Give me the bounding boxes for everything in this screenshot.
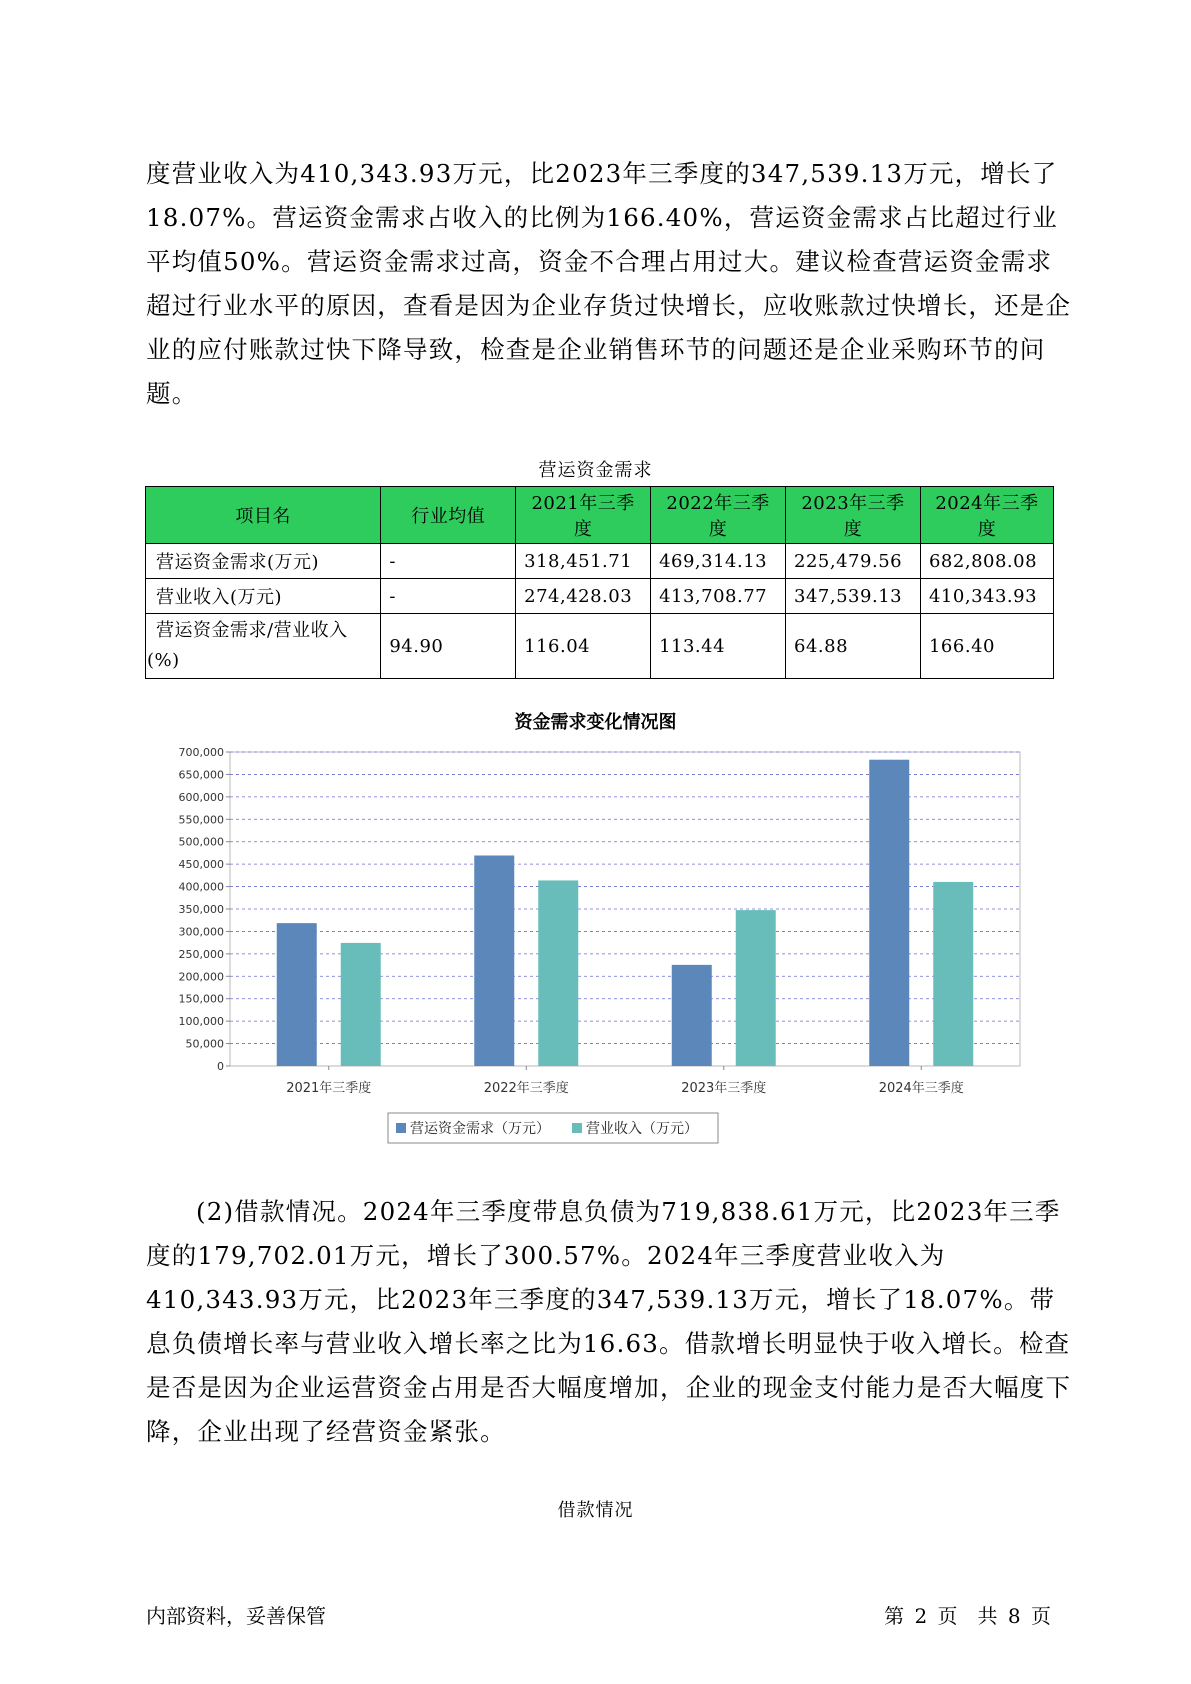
table-cell: 营运资金需求(万元) bbox=[146, 544, 381, 579]
table-cell: 116.04 bbox=[516, 614, 651, 679]
table-row bbox=[146, 579, 1054, 614]
table-cell: - bbox=[381, 579, 516, 614]
table-cell: 64.88 bbox=[786, 614, 921, 679]
legend-swatch bbox=[396, 1123, 406, 1133]
y-tick-label: 300,000 bbox=[178, 925, 224, 939]
legend-label: 营运资金需求（万元） bbox=[410, 1121, 550, 1137]
table-cell: 682,808.08 bbox=[920, 544, 1053, 579]
table-cell: 225,479.56 bbox=[786, 544, 921, 579]
y-tick-label: 100,000 bbox=[178, 1015, 224, 1029]
bar-working-capital bbox=[869, 760, 909, 1066]
footer-confidential-note: 内部资料，妥善保管 bbox=[146, 1604, 326, 1628]
table-cell: 166.40 bbox=[920, 614, 1053, 679]
legend-label: 营业收入（万元） bbox=[586, 1121, 698, 1137]
table-cell: 318,451.71 bbox=[516, 544, 651, 579]
y-tick-label: 250,000 bbox=[178, 947, 224, 961]
y-tick-label: 600,000 bbox=[178, 790, 224, 804]
bar-working-capital bbox=[474, 855, 514, 1066]
table-cell: - bbox=[381, 544, 516, 579]
page-total: 8 bbox=[1007, 1604, 1021, 1628]
table-header-cell: 行业均值 bbox=[381, 487, 516, 544]
bar-working-capital bbox=[277, 923, 317, 1066]
y-tick-label: 350,000 bbox=[178, 903, 224, 916]
table-header-row bbox=[146, 487, 1054, 544]
bar-revenue bbox=[538, 880, 578, 1066]
bar-chart bbox=[150, 740, 1030, 1160]
y-tick-label: 0 bbox=[217, 1060, 224, 1073]
y-tick-label: 150,000 bbox=[178, 992, 224, 1006]
table-cell: 营业收入(万元) bbox=[146, 579, 381, 614]
x-tick-label: 2023年三季度 bbox=[681, 1081, 767, 1096]
table-cell: 营运资金需求/营业收入(%) bbox=[146, 614, 381, 679]
x-tick-label: 2021年三季度 bbox=[286, 1081, 372, 1096]
y-tick-label: 700,000 bbox=[178, 746, 224, 759]
bar-working-capital bbox=[672, 965, 712, 1066]
y-tick-label: 500,000 bbox=[178, 835, 224, 849]
table-cell: 274,428.03 bbox=[516, 579, 651, 614]
table-header-cell: 2022年三季度 bbox=[651, 487, 786, 544]
working-capital-table bbox=[145, 486, 1054, 679]
table-row bbox=[146, 614, 1054, 679]
page-current: 2 bbox=[914, 1604, 928, 1628]
y-tick-label: 400,000 bbox=[178, 880, 224, 894]
y-tick-label: 550,000 bbox=[178, 813, 224, 827]
table-header-cell: 项目名 bbox=[146, 487, 381, 544]
page-prefix: 第 bbox=[884, 1604, 905, 1628]
bar-revenue bbox=[341, 943, 381, 1066]
bar-revenue bbox=[933, 882, 973, 1066]
table-cell: 347,539.13 bbox=[786, 579, 921, 614]
table-cell: 413,708.77 bbox=[651, 579, 786, 614]
y-tick-label: 50,000 bbox=[185, 1037, 224, 1051]
y-tick-label: 650,000 bbox=[178, 768, 224, 782]
table-caption: 营运资金需求 bbox=[538, 460, 653, 481]
table-cell: 469,314.13 bbox=[651, 544, 786, 579]
table-cell: 410,343.93 bbox=[920, 579, 1053, 614]
page-suffix: 页 bbox=[1031, 1604, 1051, 1628]
legend-swatch bbox=[572, 1123, 582, 1133]
footer-page-number bbox=[882, 1600, 1053, 1629]
table-header-cell: 2024年三季度 bbox=[920, 487, 1053, 544]
table-header-cell: 2021年三季度 bbox=[516, 487, 651, 544]
table-cell: 94.90 bbox=[381, 614, 516, 679]
y-tick-label: 200,000 bbox=[178, 970, 224, 984]
table-row bbox=[146, 544, 1054, 579]
borrowing-caption: 借款情况 bbox=[557, 1500, 634, 1521]
table-cell: 113.44 bbox=[651, 614, 786, 679]
page-mid: 页 共 bbox=[937, 1604, 998, 1628]
x-tick-label: 2022年三季度 bbox=[483, 1081, 569, 1096]
paragraph-borrowing: (2)借款情况。2024年三季度带息负债为719,838.61万元，比2023年三季度的179,702.01万元，增长了300.57%。2024年三季度营业收入为410,343.93万元，比2023年三季度的347,539.13万元，增长了18.07%。带息负债增长率与营业收入增长率之比为16.63。借款增长明显快于收入增长。检查是否是因为企业运营资金占用是否大幅度增加，企业的现金支付能力是否大幅度下降，企业出现了经营资金紧张。 bbox=[146, 1197, 1072, 1446]
table-header-cell: 2023年三季度 bbox=[786, 487, 921, 544]
y-tick-label: 450,000 bbox=[178, 858, 224, 872]
bar-revenue bbox=[736, 910, 776, 1066]
paragraph-working-capital: 度营业收入为410,343.93万元，比2023年三季度的347,539.13万元，增长了18.07%。营运资金需求占收入的比例为166.40%，营运资金需求占比超过行业平均值50%。营运资金需求过高，资金不合理占用过大。建议检查营运资金需求超过行业水平的原因，查看是因为企业存货过快增长，应收账款过快增长，还是企业的应付账款过快下降导致，检查是企业销售环节的问题还是企业采购环节的问题。 bbox=[146, 159, 1072, 408]
x-tick-label: 2024年三季度 bbox=[878, 1081, 964, 1096]
chart-title: 资金需求变化情况图 bbox=[514, 712, 677, 733]
